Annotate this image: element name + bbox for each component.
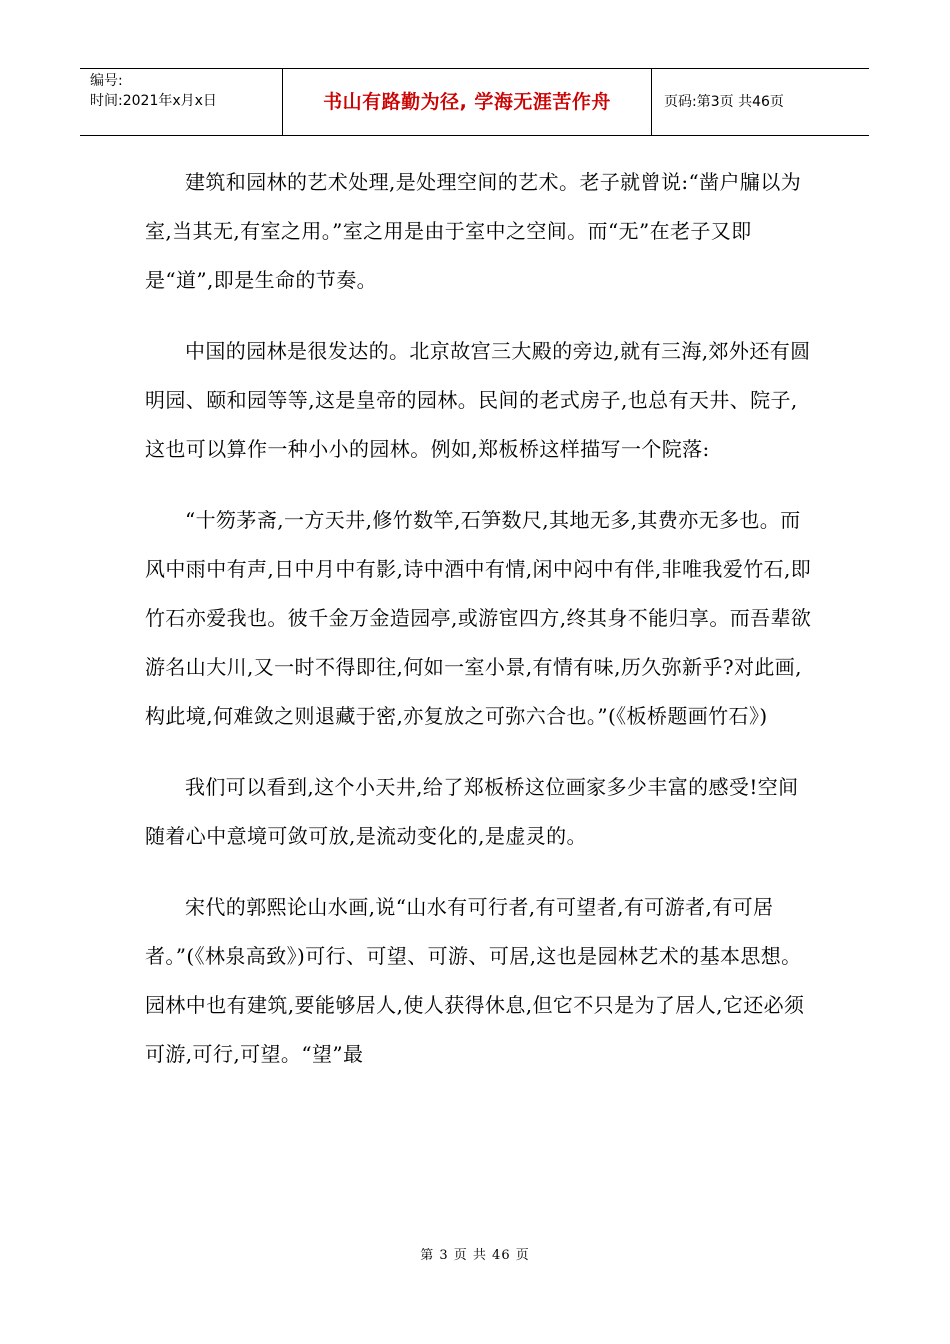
- date-label: 时间:2021年x月x日: [90, 93, 217, 109]
- paragraph: 建筑和园林的艺术处理,是处理空间的艺术。老子就曾说:“凿户牖以为室,当其无,有室之用。”室之用是由于室中之空间。而“无”在老子又即是“道”,即是生命的节奏。: [145, 170, 802, 292]
- motto-text: 书山有路勤为径, 学海无涯苦作舟: [323, 91, 611, 113]
- paragraph: 我们可以看到,这个小天井,给了郑板桥这位画家多少丰富的感受!空间随着心中意境可敛可放,是流动变化的,是虚灵的。: [145, 775, 799, 848]
- page-header: [80, 68, 869, 136]
- page-info-text: 页码:第3页 共46页: [664, 94, 784, 110]
- page-footer: [0, 1244, 950, 1263]
- paragraph: 中国的园林是很发达的。北京故宫三大殿的旁边,就有三海,郊外还有圆明园、颐和园等等,这是皇帝的园林。民间的老式房子,也总有天井、院子,这也可以算作一种小小的园林。例如,郑板桥这样描写一个院落:: [145, 339, 811, 461]
- header-page-info: [652, 69, 869, 135]
- header-meta: [80, 69, 282, 135]
- header-motto: [282, 69, 652, 135]
- paragraph: “十笏茅斋,一方天井,修竹数竿,石笋数尺,其地无多,其费亦无多也。而风中雨中有声,日中月中有影,诗中酒中有情,闲中闷中有伴,非唯我爱竹石,即竹石亦爱我也。彼千金万金造园亭,或游宦四方,终其身不能归享。而吾辈欲游名山大川,又一时不得即往,何如一室小景,有情有味,历久弥新乎?对此画,构此境,何难敛之则退藏于密,亦复放之可弥六合也。”(《板桥题画竹石》): [145, 508, 812, 728]
- document-body: [145, 158, 815, 1101]
- serial-number-label: 编号:: [90, 73, 123, 89]
- footer-page-number: 第 3 页 共 46 页: [420, 1248, 530, 1263]
- paragraph: 宋代的郭熙论山水画,说“山水有可行者,有可望者,有可游者,有可居者。”(《林泉高致》)可行、可望、可游、可居,这也是园林艺术的基本思想。园林中也有建筑,要能够居人,使人获得休息,但它不只是为了居人,它还必须可游,可行,可望。“望”最: [145, 895, 805, 1066]
